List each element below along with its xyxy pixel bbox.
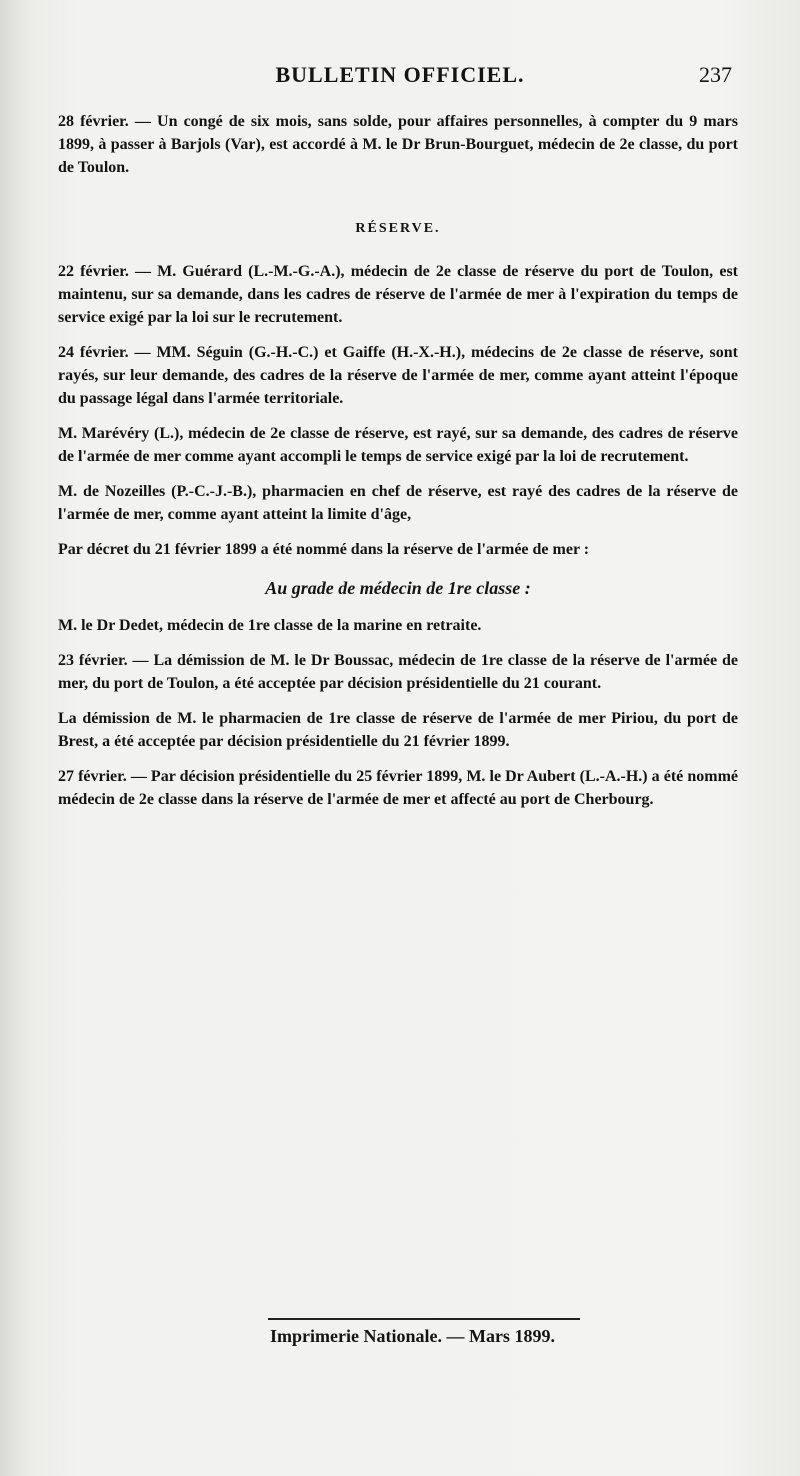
paragraph-boussac: 23 février. — La démission de M. le Dr Boussac, médecin de 1re classe de la réserve de l'armée de mer, du port de Toulon, a été acceptée par décision présidentielle du 21 courant. [58,652,738,692]
paragraph-guerard: 22 février. — M. Guérard (L.-M.-G.-A.), médecin de 2e classe de réserve du port de Toulon, est maintenu, sur sa demande, dans les cadres de réserve de l'armée de mer à l'expiration du temps de service exigé par la loi sur le recrutement. [58,263,738,326]
page-number: 237 [699,62,732,87]
paragraph-marevery: M. Marévéry (L.), médecin de 2e classe de réserve, est rayé, sur sa demande, des cadres de réserve de l'armée de mer comme ayant accompli le temps de service exigé par la loi de recrutement. [58,425,738,465]
subtitle-grade: Au grade de médecin de 1re classe : [265,578,531,598]
paragraph-seguin-gaiffe: 24 février. — MM. Séguin (G.-H.-C.) et Gaiffe (H.-X.-H.), médecins de 2e classe de réserve, sont rayés, sur leur demande, des cadres de la réserve de l'armée de mer, comme ayant atteint l'époque du passage légal dans l'armée territoriale. [58,344,738,407]
paragraph-aubert: 27 février. — Par décision présidentielle du 25 février 1899, M. le Dr Aubert (L.-A.-H.) a été nommé médecin de 2e classe dans la réserve de l'armée de mer et affecté au port de Cherbourg. [58,768,738,808]
paragraph-dedet: M. le Dr Dedet, médecin de 1re classe de la marine en retraite. [58,617,482,634]
paragraph-conge: 28 février. — Un congé de six mois, sans solde, pour affaires personnelles, à compter du 9 mars 1899, à passer à Barjols (Var), est accordé à M. le Dr Brun-Bourguet, médecin de 2e classe, du port de Toulon. [58,113,738,176]
document-body [58,110,738,823]
printer-imprint: Imprimerie Nationale. — Mars 1899. [270,1326,555,1346]
page-header [60,62,740,102]
footer-rule [268,1318,580,1320]
paragraph-piriou: La démission de M. le pharmacien de 1re classe de réserve de l'armée de mer Piriou, du port de Brest, a été acceptée par décision présidentielle du 21 février 1899. [58,710,738,750]
running-title: BULLETIN OFFICIEL. [275,62,525,87]
paragraph-decret: Par décret du 21 février 1899 a été nommé dans la réserve de l'armée de mer : [58,541,590,558]
paragraph-nozeilles: M. de Nozeilles (P.-C.-J.-B.), pharmacien en chef de réserve, est rayé des cadres de la réserve de l'armée de mer, comme ayant atteint la limite d'âge, [58,483,738,523]
section-title-reserve: RÉSERVE. [355,221,441,236]
